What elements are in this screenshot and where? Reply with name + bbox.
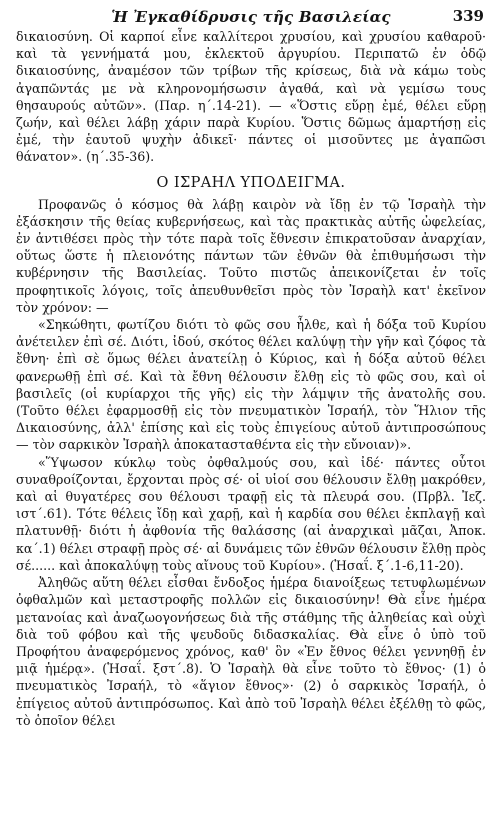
page-number: 339: [452, 7, 484, 25]
scripture-quote-1: «Σηκώθητι, φωτίζου διότι τὸ φῶς σου ἦλθε, καὶ ἡ δόξα τοῦ Κυρίου ἀνέτειλεν ἐπὶ σέ. Διότι, ἰδού, σκότος θέλει καλύψῃ τὴν γῆν καὶ ζόφος τὰ ἔθνη· ἐπὶ σὲ ὅμως θέλει ἀνατείλῃ ὁ Κύριος, καὶ ἡ δόξα αὐτοῦ θέλει φανερωθῇ ἐπὶ σέ. Καὶ τὰ ἔθνη θέλουσιν ἔλθῃ εἰς τὸ φῶς σου, καὶ οἱ βασιλεῖς (οἱ κυρίαρχοι τῆς γῆς) εἰς τὴν λάμψιν τῆς ἀνατολῆς σου. (Τοῦτο θέλει ἐφαρμοσθῇ εἰς τὸν πνευματικὸν Ἰσραήλ, τὸν Ἥλιον τῆς Δικαιοσύνης, ἀλλ' ἐπίσης καὶ εἰς τοὺς ἐπιγείους αὐτοῦ ἀντιπροσώπους — τὸν σαρκικὸν Ἰσραὴλ ἀποκατασταθέντα εἰς τὴν εὔνοιαν)».: [16, 317, 486, 453]
running-title: Ἡ Ἐγκαθίδρυσις τῆς Βασιλείας: [111, 8, 391, 26]
section-paragraph-2: Ἀληθῶς αὕτη θέλει εἶσθαι ἔνδοξος ἡμέρα διανοίξεως τετυφλωμένων ὀφθαλμῶν καὶ μεταστροφῆς πολλῶν εἰς δικαιοσύνην! Θὰ εἶνε ἡμέρα μετανοίας καὶ ἀναζωογονήσεως διὰ τῆς στάθμης τῆς ἀληθείας καὶ οὐχὶ διὰ τοῦ φόβου καὶ τῆς ψευδοῦς διδασκαλίας. Θὰ εἶνε ὁ ὑπὸ τοῦ Προφήτου ἀναφερόμενος χρόνος, καθ' ὃν «Ἐν ἔθνος θέλει γεννηθῇ ἐν μιᾷ ἡμέρᾳ». (Ἡσαΐ. ξστ΄.8). Ὁ Ἰσραὴλ θὰ εἶνε τοῦτο τὸ ἔθνος· (1) ὁ πνευματικὸς Ἰσραήλ, τὸ «ἅγιον ἔθνος»· (2) ὁ σαρκικὸς Ἰσραήλ, ὁ ἐπίγειος αὐτοῦ ἀντιπρόσωπος. Καὶ ἀπὸ τοῦ Ἰσραὴλ θέλει ἐξέλθῃ τὸ φῶς, τὸ ὁποῖον θέλει: [16, 575, 486, 728]
opening-paragraph: δικαιοσύνη. Οἱ καρποί εἶνε καλλίτεροι χρυσίου, καὶ χρυσίου καθαροῦ· καὶ τὰ γεννήματά μου, ἐκλεκτοῦ ἀργυρίου. Περιπατῶ ἐν ὁδῷ δικαιοσύνης, ἀναμέσον τῶν τρίβων τῆς κρίσεως, διὰ νὰ κάμω τοὺς ἀγαπῶντάς με νὰ κληρονομήσωσιν ἀγαθά, καὶ νὰ γεμίσω τους θησαυρούς αὐτῶν». (Παρ. η΄.14-21). — «Ὅστις εὕρῃ ἐμέ, θέλει εὕρῃ ζωήν, καὶ θέλει λάβῃ χάριν παρὰ Κυρίου. Ὅστις δῶμως ἁμαρτήσῃ εἰς ἐμέ, τὴν ἑαυτοῦ ψυχὴν ἀδικεῖ· πάντες οἱ μισοῦντες με ἀγαπῶσι θάνατον». (η΄.35-36).: [16, 29, 486, 165]
section-paragraph-1: Προφανῶς ὁ κόσμος θὰ λάβῃ καιρὸν νὰ ἴδῃ ἐν τῷ Ἰσραὴλ τὴν ἐξάσκησιν τῆς θείας κυβερνήσεως, καὶ τὰς πρακτικὰς αὐτῆς ὠφελείας, ἐν ἀντιθέσει πρὸς τὴν τότε παρὰ τοῖς ἔθνεσιν ἐπικρατοῦσαν ἀναρχίαν, οὕτως ὥστε ἡ πλειονότης πάντων τῶν ἐθνῶν θὰ ἐπιθυμήσωσι τὴν κυβέρνησιν τῆς Βασιλείας. Τοῦτο πιστῶς ἀπεικονίζεται ἐν τοῖς προφητικοῖς λόγοις, τοῖς ἀπευθυνθεῖσι πρὸς τὸν Ἰσραὴλ κατ' ἐκεῖνον τὸν χρόνον: —: [16, 196, 486, 315]
section-heading: Ο ΙΣΡΑΗΛ ΥΠΟΔΕΙΓΜΑ.: [156, 174, 346, 191]
scripture-quote-2: «Ὕψωσον κύκλῳ τοὺς ὀφθαλμούς σου, καὶ ἰδέ· πάντες οὗτοι συναθροίζονται, ἔρχονται πρὸς σέ· οἱ υἱοί σου θέλουσιν ἔλθῃ μακρόθεν, καὶ αἱ θυγατέρες σου θέλουσι τραφῇ εἰς τὰ πλευρά σου. (Πρβλ. Ἰεζ. ιστ΄.61). Τότε θέλεις ἴδῃ καὶ χαρῇ, καὶ ἡ καρδία σου θέλει ἐκπλαγῇ καὶ πλατυνθῇ· διότι ἡ ἀφθονία τῆς θαλάσσης (αἱ ἀναρχικαὶ μᾶζαι, Ἀποκ. κα΄.1) θέλει στραφῇ πρὸς σέ· αἱ δυνάμεις τῶν ἐθνῶν θέλουσιν ἔλθῃ πρὸς σέ...... καὶ ἀποκαλύψῃ τοὺς αἴνους τοῦ Κυρίου». (Ἡσαΐ. ξ΄.1-6,11-20).: [16, 454, 486, 573]
running-head: [16, 6, 486, 28]
